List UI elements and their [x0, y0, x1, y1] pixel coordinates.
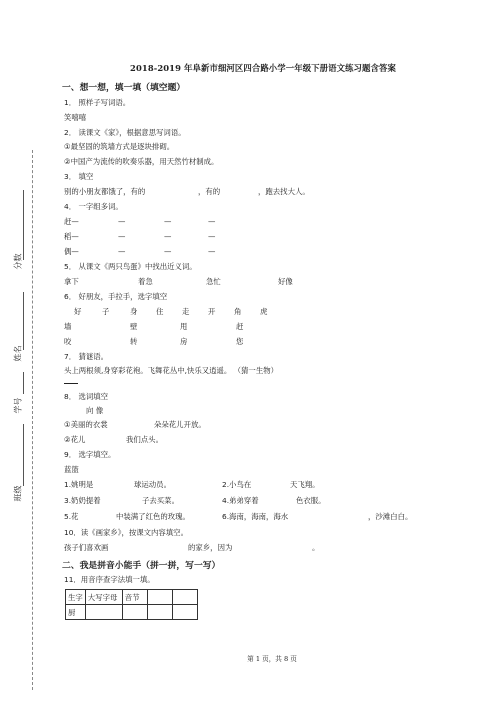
q4-r2-c4: — [208, 232, 216, 241]
q10: 10．读《画家乡》，按课文内容填空。 [64, 528, 188, 537]
q9-r3-a: 5.花 [64, 512, 79, 521]
page-title: 2018-2019 年阜新市细河区四合路小学一年级下册语文练习题含答案 [130, 63, 396, 73]
table-header-cell [147, 590, 172, 605]
section1-heading: 一、想一想，填一填（填空题） [62, 83, 186, 93]
q5-word-4: 好像 [278, 277, 293, 286]
q3: 3． 填空 [64, 172, 94, 181]
q10-text-a: 孩子们喜欢画 [64, 543, 109, 552]
q4-r2-c2: — [118, 232, 126, 241]
q4-r3-c3: — [164, 247, 172, 256]
table-header-cell: 大写字母 [85, 590, 122, 605]
table-header-row [66, 590, 198, 605]
id-rule [23, 372, 24, 394]
q4-r2-c1: 稻— [64, 232, 79, 241]
table-cell [122, 605, 147, 620]
q4-r3-c2: — [118, 247, 126, 256]
q4: 4． 一字组多词。 [64, 202, 123, 211]
table-header-cell [172, 590, 197, 605]
q9-r2-a: 3.奶奶提着 [64, 496, 101, 505]
class-label: 班级 [13, 485, 23, 502]
q9-r2-b: 子去买菜。 [142, 496, 179, 505]
q9: 9． 选字填空。 [64, 450, 116, 459]
q6-char-7: 角 [234, 307, 242, 316]
q9-r3-c: 6.海南，海南，海水 [222, 512, 289, 521]
q6-r2-c3: 房 [180, 337, 188, 346]
q5: 5． 从课文《两只鸟蛋》中找出近义词。 [64, 262, 197, 271]
q6-char-1: 好 [74, 307, 82, 316]
q9-r1-b: 球运动员。 [134, 480, 171, 489]
q6-char-6: 开 [208, 307, 216, 316]
q6-char-4: 住 [156, 307, 164, 316]
q2-a: ①最坚固的筑墙方式是逐块排砌。 [64, 142, 175, 151]
page-footer: 第 1 页，共 8 页 [247, 655, 297, 663]
q9-r1-a: 1.姚明是 [64, 480, 94, 489]
score-label: 分数 [13, 253, 23, 270]
q10-text-b: 的家乡，因为 [188, 543, 233, 552]
q1: 1． 照样子写词语。 [64, 98, 131, 107]
section2-heading: 二、我是拼音小能手（拼一拼，写一写） [62, 561, 221, 571]
q6-r1-c4: 赶 [236, 322, 244, 331]
q6-r1-c2: 壁 [130, 322, 138, 331]
q8-b-2: 我们点头。 [126, 435, 163, 444]
q6-r1-c3: 甩 [180, 322, 188, 331]
q10-text-c: 。 [312, 543, 320, 552]
q6-r2-c2: 转 [130, 337, 138, 346]
table-header-cell: 音节 [122, 590, 147, 605]
pinyin-table [65, 589, 198, 620]
q4-r1-c4: — [208, 217, 216, 226]
table-cell [172, 605, 197, 620]
q7-answer-rule [64, 383, 78, 384]
q4-r3-c1: 偶— [64, 247, 79, 256]
name-label: 姓名 [13, 345, 23, 362]
id-label: 学号 [13, 397, 23, 414]
q3-text-c: ，跑去找大人。 [258, 187, 310, 196]
q2-b: ②中国产为流传的吹奏乐器，用天然竹材制成。 [64, 157, 219, 166]
q6-r2-c4: 您 [236, 337, 244, 346]
q5-word-3: 急忙 [206, 277, 221, 286]
q6-char-8: 虎 [260, 307, 268, 316]
q8-a-1: ①美丽的衣裳 [64, 420, 108, 429]
q2: 2． 读课文《家》，根据意思写词语。 [64, 128, 186, 137]
name-rule [23, 292, 24, 350]
q8-option: 向 像 [86, 406, 104, 415]
q8-a-2: 朵朵花儿开放。 [154, 420, 206, 429]
q7-riddle: 头上两根须,身穿彩花袍。飞舞花丛中,快乐又逍遥。 （猜一生物） [64, 366, 278, 375]
q4-r1-c3: — [164, 217, 172, 226]
q4-r3-c4: — [208, 247, 216, 256]
table-cell [147, 605, 172, 620]
q4-r1-c1: 赶— [64, 217, 79, 226]
q5-word-1: 拿下 [64, 277, 79, 286]
q6-char-2: 子 [102, 307, 110, 316]
class-rule [23, 424, 24, 486]
q6-char-5: 走 [182, 307, 190, 316]
q4-r1-c2: — [118, 217, 126, 226]
q9-r2-c: 4.弟弟穿着 [222, 496, 259, 505]
q6: 6． 好朋友，手拉手，选字填空 [64, 292, 168, 301]
q3-text-a: 别的小朋友都饿了，有的 [64, 187, 146, 196]
table-row [66, 605, 198, 620]
binding-line [32, 150, 33, 690]
q9-r3-d: ，沙滩白白。 [368, 512, 413, 521]
q9-r2-d: 色衣服。 [296, 496, 326, 505]
q6-r2-c1: 咬 [64, 337, 72, 346]
q4-r2-c3: — [164, 232, 172, 241]
table-header-cell: 生字 [66, 590, 86, 605]
q1-example: 笑嘻嘻 [64, 113, 87, 122]
score-rule [23, 190, 24, 260]
q6-char-3: 身 [130, 307, 138, 316]
table-cell [85, 605, 122, 620]
q9-r1-c: 2.小鸟在 [222, 480, 252, 489]
q11: 11．用音序查字法填一填。 [64, 575, 155, 584]
table-cell: 厨 [66, 605, 86, 620]
q6-r1-c1: 墙 [64, 322, 72, 331]
q9-r1-d: 天飞翔。 [290, 480, 320, 489]
q9-option: 蓝篮 [64, 465, 79, 474]
q9-r3-b: 中装满了红色的玫瑰。 [116, 512, 190, 521]
q5-word-2: 着急 [138, 277, 153, 286]
q7: 7． 猜谜语。 [64, 352, 109, 361]
q3-text-b: ，有的 [198, 187, 221, 196]
q8-b-1: ②花儿 [64, 435, 86, 444]
q8: 8． 选词填空 [64, 392, 109, 401]
